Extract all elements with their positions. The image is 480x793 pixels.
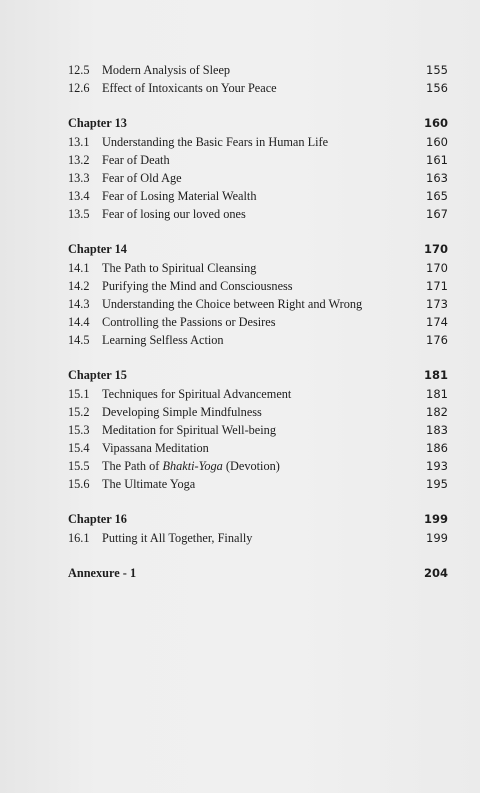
page-number: 167	[426, 207, 448, 221]
toc-entry-14-3[interactable]	[68, 295, 448, 313]
chapter-page-number: 160	[423, 116, 448, 130]
page-number: 195	[426, 477, 448, 491]
page-number: 161	[426, 153, 448, 167]
section-title-pre: The Path of	[102, 459, 163, 473]
page-number: 199	[426, 531, 448, 545]
page-number: 170	[426, 261, 448, 275]
chapter-page-number: 181	[423, 368, 448, 382]
chapter-label: Chapter 13	[68, 116, 127, 130]
section-number: 14.4	[68, 315, 90, 329]
section-title: Developing Simple Mindfulness	[102, 405, 262, 419]
page-number: 171	[426, 279, 448, 293]
chapter-16-heading[interactable]	[68, 510, 448, 528]
toc-entry-13-1[interactable]	[68, 133, 448, 151]
page-number: 165	[426, 189, 448, 203]
section-number: 12.5	[68, 63, 90, 77]
section-number: 15.4	[68, 441, 90, 455]
section-title-post: (Devotion)	[222, 459, 280, 473]
toc-entry-14-5[interactable]	[68, 331, 448, 349]
toc-entry-13-3[interactable]	[68, 169, 448, 187]
toc-entry-16-1[interactable]	[68, 529, 448, 547]
page-number: 155	[426, 63, 448, 77]
chapter-15-heading[interactable]	[68, 366, 448, 384]
page-number: 173	[426, 297, 448, 311]
chapter-page-number: 170	[423, 242, 448, 256]
section-number: 13.2	[68, 153, 90, 167]
page-number: 186	[426, 441, 448, 455]
page-number: 181	[426, 387, 448, 401]
section-number: 13.5	[68, 207, 90, 221]
toc-entry-12-5[interactable]	[68, 61, 448, 79]
section-number: 16.1	[68, 531, 90, 545]
section-title: Techniques for Spiritual Advancement	[102, 387, 292, 401]
toc-entry-13-2[interactable]	[68, 151, 448, 169]
page-number: 156	[426, 81, 448, 95]
toc-entry-15-3[interactable]	[68, 421, 448, 439]
section-title: Controlling the Passions or Desires	[102, 315, 276, 329]
chapter-label: Chapter 16	[68, 512, 127, 526]
section-number: 15.3	[68, 423, 90, 437]
toc-entry-15-2[interactable]	[68, 403, 448, 421]
chapter-label: Chapter 15	[68, 368, 127, 382]
section-title: The Ultimate Yoga	[102, 477, 196, 491]
section-number: 14.2	[68, 279, 90, 293]
toc-entry-14-2[interactable]	[68, 277, 448, 295]
section-title	[102, 457, 426, 475]
chapter-12-continued	[68, 61, 448, 97]
toc-entry-15-5[interactable]	[68, 457, 448, 475]
page-number: 163	[426, 171, 448, 185]
section-title: Vipassana Meditation	[102, 441, 209, 455]
section-title: Understanding the Choice between Right and Wrong	[102, 297, 363, 311]
section-number: 13.3	[68, 171, 90, 185]
toc-entry-12-6[interactable]	[68, 79, 448, 97]
section-title: Understanding the Basic Fears in Human Life	[102, 135, 329, 149]
section-title: Fear of Losing Material Wealth	[102, 189, 257, 203]
toc-entry-14-4[interactable]	[68, 313, 448, 331]
toc-entry-14-1[interactable]	[68, 259, 448, 277]
section-title: Meditation for Spiritual Well-being	[102, 423, 276, 437]
section-title: Purifying the Mind and Consciousness	[102, 279, 293, 293]
chapter-page-number: 199	[423, 512, 448, 526]
section-title: Effect of Intoxicants on Your Peace	[102, 81, 277, 95]
page-number: 176	[426, 333, 448, 347]
section-title: Modern Analysis of Sleep	[102, 63, 231, 77]
section-number: 14.1	[68, 261, 90, 275]
section-number: 15.6	[68, 477, 90, 491]
annexure-heading[interactable]	[68, 564, 448, 582]
section-title-emphasis: Bhakti-Yoga	[162, 459, 223, 473]
toc-entry-15-4[interactable]	[68, 439, 448, 457]
page-number: 174	[426, 315, 448, 329]
section-title: Fear of Death	[102, 153, 170, 167]
section-title: The Path to Spiritual Cleansing	[102, 261, 257, 275]
chapter-14-heading[interactable]	[68, 240, 448, 258]
annexure-page-number: 204	[423, 566, 448, 580]
toc-entry-13-5[interactable]	[68, 205, 448, 223]
section-number: 12.6	[68, 81, 90, 95]
section-title: Fear of losing our loved ones	[102, 207, 246, 221]
section-number: 15.1	[68, 387, 90, 401]
chapter-label: Chapter 14	[68, 242, 127, 256]
page-number: 183	[426, 423, 448, 437]
section-number: 13.1	[68, 135, 90, 149]
annexure-label: Annexure - 1	[68, 566, 137, 580]
section-number: 13.4	[68, 189, 90, 203]
section-title: Putting it All Together, Finally	[102, 531, 253, 545]
section-number: 14.3	[68, 297, 90, 311]
section-title: Learning Selfless Action	[102, 333, 224, 347]
chapter-13-heading[interactable]	[68, 114, 448, 132]
toc-entry-15-1[interactable]	[68, 385, 448, 403]
section-number: 14.5	[68, 333, 90, 347]
table-of-contents	[68, 61, 448, 583]
page-number: 182	[426, 405, 448, 419]
toc-entry-13-4[interactable]	[68, 187, 448, 205]
page-number: 160	[426, 135, 448, 149]
toc-entry-15-6[interactable]	[68, 475, 448, 493]
section-title: Fear of Old Age	[102, 171, 182, 185]
section-number: 15.2	[68, 405, 90, 419]
section-number: 15.5	[68, 459, 90, 473]
page-number: 193	[426, 459, 448, 473]
